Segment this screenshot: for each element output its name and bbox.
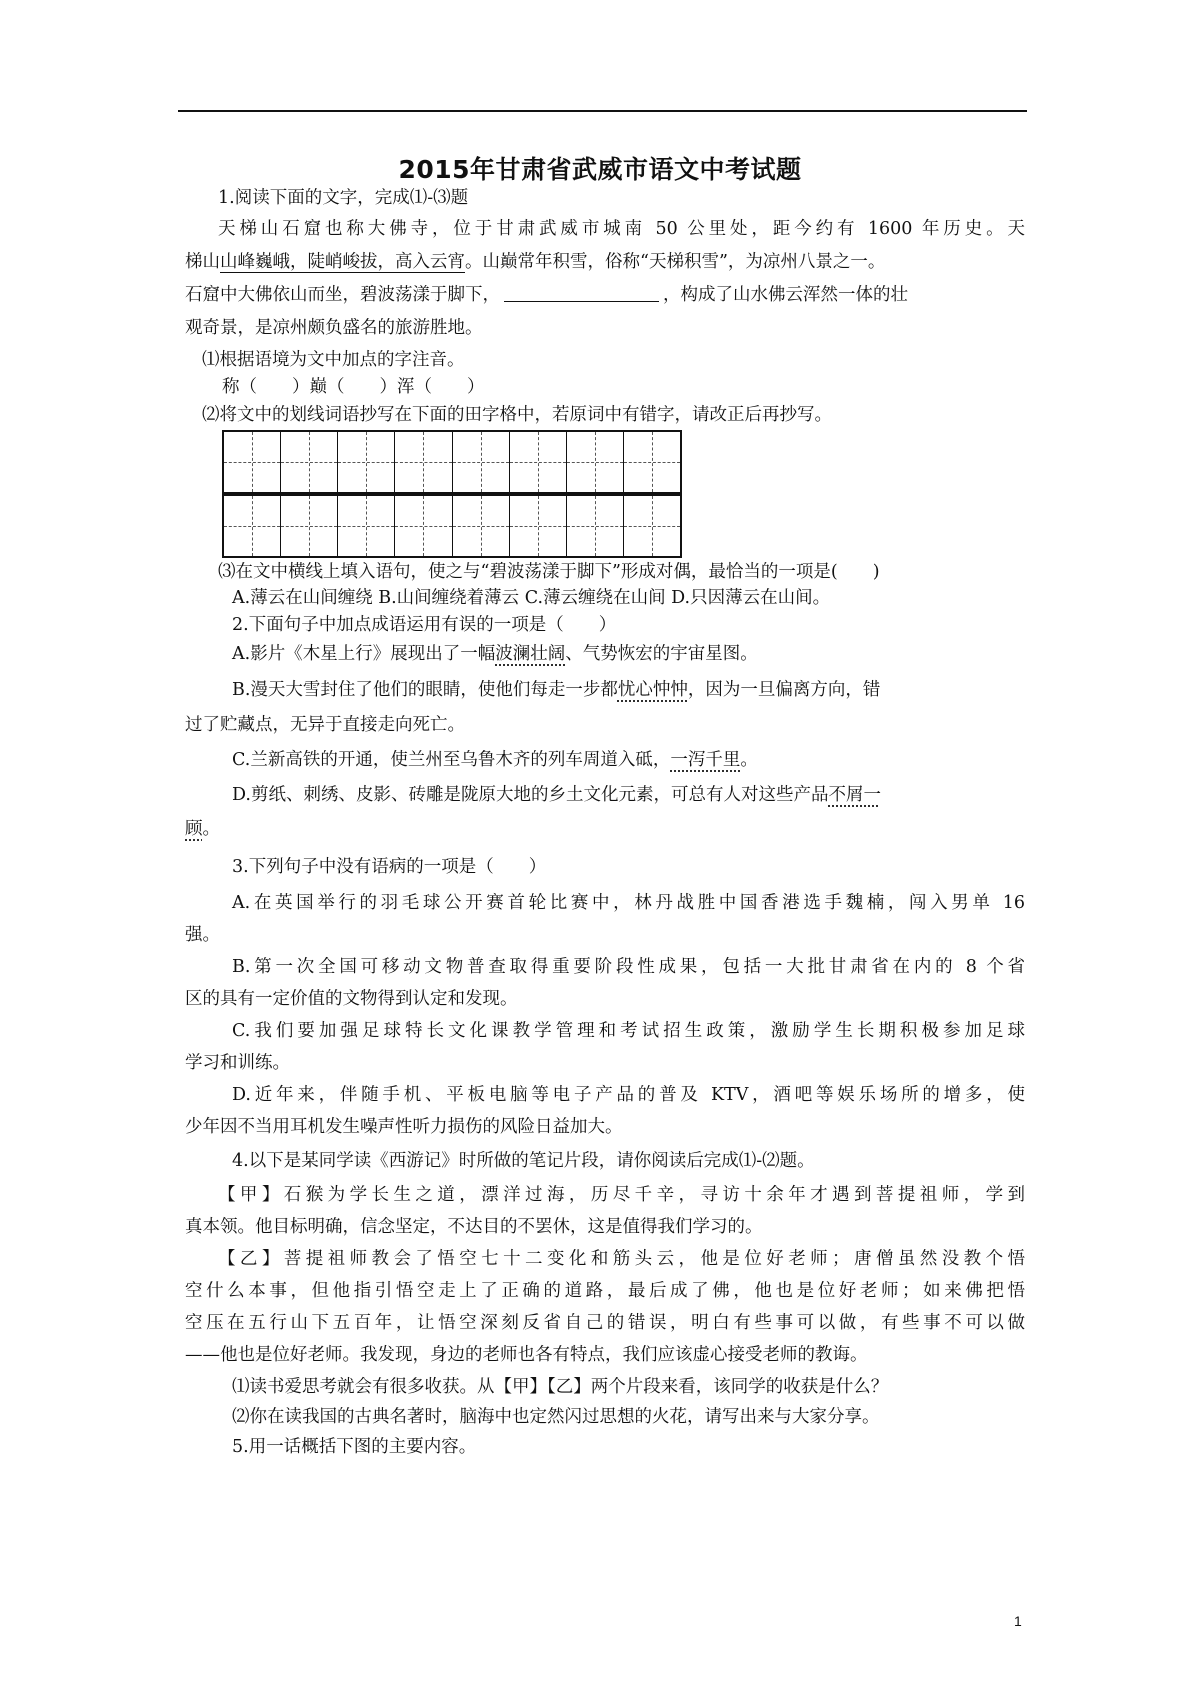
q4-yi-line-4: ——他也是位好老师。我发现，身边的老师也各有特点，我们应该虚心接受老师的教诲。 [185,1345,868,1365]
q3-option-c-line-1: C.我们要加强足球特长文化课教学管理和考试招生政策，激励学生长期积极参加足球 [232,1021,1025,1041]
grid-cell[interactable] [224,496,281,556]
q4-jia-line-2: 真本领。他目标明确，信念坚定，不达目的不罢休，这是值得我们学习的。 [185,1217,763,1237]
page-title: 2015年甘肃省武威市语文中考试题 [398,155,802,184]
q1-sub3: ⑶在文中横线上填入语句，使之与“碧波荡漾于脚下”形成对偶，最恰当的一项是( ) [218,562,880,582]
grid-cell[interactable] [510,432,567,492]
q2-option-d-line-1: D.剪纸、刺绣、皮影、砖雕是陇原大地的乡土文化元素，可总有人对这些产品不屑一 [232,785,881,805]
q1-passage-line-1: 天梯山石窟也称大佛寺，位于甘肃武威市城南 50 公里处，距今约有 1600 年历史。天 [218,219,1025,239]
q1-sub3-options: A.薄云在山间缠绕 B.山间缠绕着薄云 C.薄云缠绕在山间 D.只因薄云在山间。 [232,588,831,608]
grid-cell[interactable] [624,496,680,556]
q3-option-b-line-1: B.第一次全国可移动文物普查取得重要阶段性成果，包括一大批甘肃省在内的 8 个省 [232,957,1025,977]
q3-option-d-line-2: 少年因不当用耳机发生噪声性听力损伤的风险日益加大。 [185,1117,623,1137]
q1-passage-line-4: 观奇景，是凉州颇负盛名的旅游胜地。 [185,318,483,338]
q2-option-b-line-1: B.漫天大雪封住了他们的眼睛，使他们每走一步都忧心忡忡，因为一旦偏离方向，错 [232,680,881,700]
grid-cell[interactable] [395,496,452,556]
dotted-idiom: 不屑一 [828,785,881,805]
q3-option-c-line-2: 学习和训练。 [185,1053,290,1073]
grid-cell[interactable] [510,496,567,556]
underlined-phrase: 山峰巍峨，陡峭峻拔，高入云宵 [220,252,465,272]
q4-yi-line-2: 空什么本事，但他指引悟空走上了正确的道路，最后成了佛，他也是位好老师；如来佛把悟 [185,1281,1025,1301]
header-rule [178,110,1027,112]
q1-sub1: ⑴根据语境为文中加点的字注音。 [202,350,465,370]
q2-header: 2.下面句子中加点成语运用有误的一项是（ ） [232,615,617,635]
dotted-idiom: 一泻千里 [670,750,741,770]
q2-option-b-line-2: 过了贮藏点，无异于直接走向死亡。 [185,715,465,735]
q1-passage-line-3: 石窟中大佛依山而坐，碧波荡漾于脚下， ，构成了山水佛云浑然一体的壮 [185,285,908,305]
q1-passage-line-2: 梯山山峰巍峨，陡峭峻拔，高入云宵。山巅常年积雪，俗称“天梯积雪”，为凉州八景之一。 [185,252,886,272]
q1-header: 1.阅读下面的文字，完成⑴-⑶题 [218,188,469,208]
grid-cell[interactable] [281,432,338,492]
q4-sub2: ⑵你在读我国的古典名著时，脑海中也定然闪过思想的火花，请写出来与大家分享。 [232,1407,880,1427]
q2-option-d-line-2: 顾。 [185,819,220,839]
q5-header: 5.用一话概括下图的主要内容。 [232,1437,477,1457]
q3-option-a-line-2: 强。 [185,925,220,945]
q4-jia-line-1: 【甲】石猴为学长生之道，漂洋过海，历尽千辛，寻访十余年才遇到菩提祖师，学到 [218,1185,1025,1205]
grid-cell[interactable] [567,496,624,556]
grid-cell[interactable] [395,432,452,492]
dotted-idiom: 忧心忡忡 [617,680,688,700]
q2-option-a: A.影片《木星上行》展现出了一幅波澜壮阔、气势恢宏的宇宙星图。 [232,644,758,664]
page-number: 1 [1014,1613,1022,1629]
q4-yi-line-1: 【乙】菩提祖师教会了悟空七十二变化和筋头云，他是位好老师；唐僧虽然没教个悟 [218,1249,1025,1269]
q3-option-b-line-2: 区的具有一定价值的文物得到认定和发现。 [185,989,518,1009]
dotted-idiom: 波澜壮阔 [495,644,566,664]
q1-sub1-blanks: 称（ ）巅（ ）浑（ ） [222,377,485,397]
grid-cell[interactable] [453,496,510,556]
grid-cell[interactable] [338,432,395,492]
grid-cell[interactable] [567,432,624,492]
tianzi-grid-row-1[interactable] [222,430,682,494]
tianzi-grid-row-2[interactable] [222,494,682,558]
dotted-idiom: 顾 [185,819,203,839]
q3-header: 3.下列句子中没有语病的一项是（ ） [232,857,547,877]
fill-blank[interactable] [504,283,659,302]
grid-cell[interactable] [224,432,281,492]
grid-cell[interactable] [338,496,395,556]
q3-option-a-line-1: A.在英国举行的羽毛球公开赛首轮比赛中，林丹战胜中国香港选手魏楠，闯入男单 16 [232,893,1025,913]
q4-header: 4.以下是某同学读《西游记》时所做的笔记片段，请你阅读后完成⑴-⑵题。 [232,1151,815,1171]
q2-option-c: C.兰新高铁的开通，使兰州至乌鲁木齐的列车周道入砥，一泻千里。 [232,750,758,770]
q1-sub2: ⑵将文中的划线词语抄写在下面的田字格中，若原词中有错字，请改正后再抄写。 [202,405,832,425]
q3-option-d-line-1: D.近年来，伴随手机、平板电脑等电子产品的普及 KTV，酒吧等娱乐场所的增多，使 [232,1085,1025,1105]
q4-sub1: ⑴读书爱思考就会有很多收获。从【甲】【乙】两个片段来看，该同学的收获是什么？ [232,1377,889,1397]
grid-cell[interactable] [281,496,338,556]
grid-cell[interactable] [624,432,680,492]
q4-yi-line-3: 空压在五行山下五百年，让悟空深刻反省自己的错误，明白有些事可以做，有些事不可以做 [185,1313,1025,1333]
grid-cell[interactable] [453,432,510,492]
